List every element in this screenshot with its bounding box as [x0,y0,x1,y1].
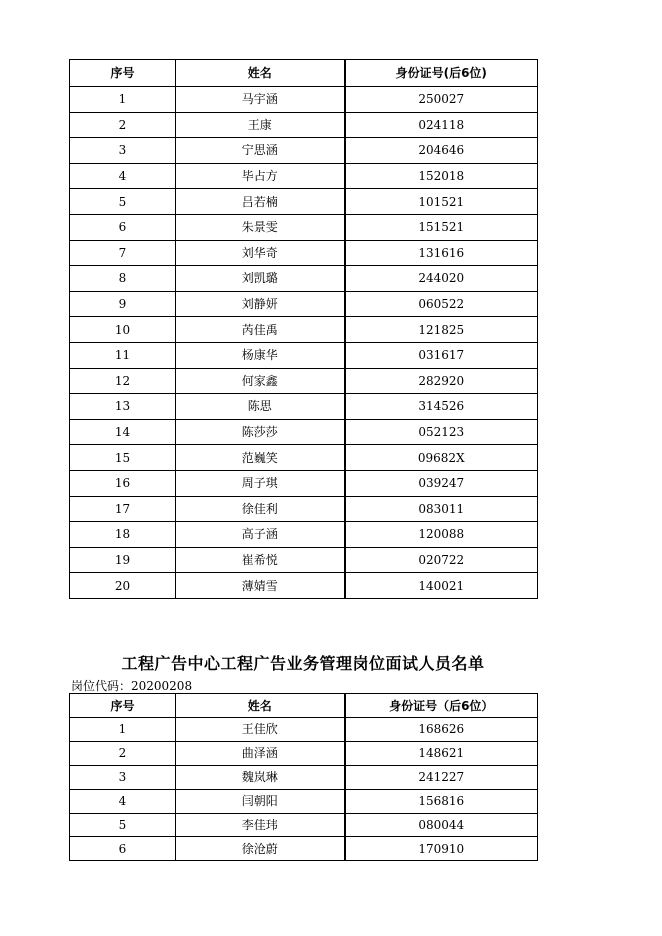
cell-name: 陈思 [176,394,345,420]
cell-name: 马宇涵 [176,87,345,113]
table-row [70,470,538,496]
table-row [70,765,538,789]
cell-id-suffix: 151521 [345,214,538,240]
cell-id-suffix: 282920 [345,368,538,394]
cell-id-suffix: 083011 [345,496,538,522]
cell-serial: 2 [70,741,176,765]
header-name: 姓名 [176,694,345,718]
cell-id-suffix: 168626 [345,718,538,742]
cell-name: 周子琪 [176,470,345,496]
cell-name: 宁思涵 [176,138,345,164]
cell-name: 朱景雯 [176,214,345,240]
section-title: 工程广告中心工程广告业务管理岗位面试人员名单 [121,654,485,673]
table-row [70,163,538,189]
cell-serial: 12 [70,368,176,394]
table-row [70,547,538,573]
cell-id-suffix: 080044 [345,813,538,837]
cell-id-suffix: 039247 [345,470,538,496]
candidate-table-2 [69,693,538,861]
cell-name: 高子涵 [176,522,345,548]
table-row [70,789,538,813]
table-body [70,87,538,599]
cell-serial: 2 [70,112,176,138]
cell-serial: 10 [70,317,176,343]
cell-id-suffix: 241227 [345,765,538,789]
table-row [70,138,538,164]
table-row [70,573,538,599]
cell-name: 何家鑫 [176,368,345,394]
cell-name: 刘凯璐 [176,266,345,292]
table-row [70,368,538,394]
header-id-suffix: 身份证号(后6位) [345,60,538,87]
cell-name: 杨康华 [176,342,345,368]
cell-id-suffix: 131616 [345,240,538,266]
cell-name: 薄婧雪 [176,573,345,599]
cell-serial: 3 [70,765,176,789]
table-row [70,813,538,837]
table-row [70,189,538,215]
cell-name: 闫朝阳 [176,789,345,813]
cell-name: 王佳欣 [176,718,345,742]
table-row [70,718,538,742]
cell-serial: 14 [70,419,176,445]
cell-name: 芮佳禹 [176,317,345,343]
cell-name: 李佳玮 [176,813,345,837]
cell-serial: 7 [70,240,176,266]
cell-serial: 1 [70,718,176,742]
cell-serial: 6 [70,214,176,240]
cell-serial: 18 [70,522,176,548]
cell-name: 崔希悦 [176,547,345,573]
cell-serial: 13 [70,394,176,420]
post-code: 岗位代码：20200208 [71,679,193,693]
cell-serial: 17 [70,496,176,522]
cell-id-suffix: 101521 [345,189,538,215]
cell-id-suffix: 09682X [345,445,538,471]
table-row [70,419,538,445]
table-header-row [70,694,538,718]
table-row [70,522,538,548]
cell-id-suffix: 140021 [345,573,538,599]
table-body [70,718,538,861]
cell-serial: 9 [70,291,176,317]
header-name: 姓名 [176,60,345,87]
cell-id-suffix: 250027 [345,87,538,113]
cell-serial: 19 [70,547,176,573]
cell-id-suffix: 052123 [345,419,538,445]
table-row [70,837,538,861]
table-row [70,445,538,471]
table-row [70,87,538,113]
cell-name: 魏岚琳 [176,765,345,789]
cell-id-suffix: 148621 [345,741,538,765]
cell-serial: 5 [70,189,176,215]
cell-name: 徐沧蔚 [176,837,345,861]
cell-name: 毕占方 [176,163,345,189]
table-row [70,496,538,522]
table-row [70,394,538,420]
cell-name: 陈莎莎 [176,419,345,445]
candidate-table-1 [69,59,538,599]
header-serial: 序号 [70,60,176,87]
cell-id-suffix: 314526 [345,394,538,420]
cell-serial: 4 [70,163,176,189]
cell-name: 徐佳利 [176,496,345,522]
cell-id-suffix: 156816 [345,789,538,813]
table-row [70,741,538,765]
cell-id-suffix: 031617 [345,342,538,368]
table-row [70,342,538,368]
cell-serial: 6 [70,837,176,861]
table-row [70,240,538,266]
header-serial: 序号 [70,694,176,718]
cell-id-suffix: 170910 [345,837,538,861]
table-row [70,291,538,317]
cell-id-suffix: 024118 [345,112,538,138]
cell-id-suffix: 121825 [345,317,538,343]
cell-serial: 11 [70,342,176,368]
table-row [70,214,538,240]
cell-serial: 16 [70,470,176,496]
header-id-suffix: 身份证号（后6位） [345,694,538,718]
cell-name: 范巍笑 [176,445,345,471]
cell-serial: 4 [70,789,176,813]
cell-name: 曲泽涵 [176,741,345,765]
cell-serial: 1 [70,87,176,113]
cell-id-suffix: 204646 [345,138,538,164]
cell-serial: 5 [70,813,176,837]
table-row [70,317,538,343]
cell-name: 吕若楠 [176,189,345,215]
cell-serial: 20 [70,573,176,599]
cell-serial: 3 [70,138,176,164]
cell-id-suffix: 120088 [345,522,538,548]
cell-id-suffix: 060522 [345,291,538,317]
cell-name: 刘华奇 [176,240,345,266]
cell-name: 刘静妍 [176,291,345,317]
cell-id-suffix: 020722 [345,547,538,573]
cell-serial: 15 [70,445,176,471]
table-row [70,112,538,138]
cell-id-suffix: 244020 [345,266,538,292]
cell-id-suffix: 152018 [345,163,538,189]
table-row [70,266,538,292]
table-header-row [70,60,538,87]
cell-name: 王康 [176,112,345,138]
cell-serial: 8 [70,266,176,292]
